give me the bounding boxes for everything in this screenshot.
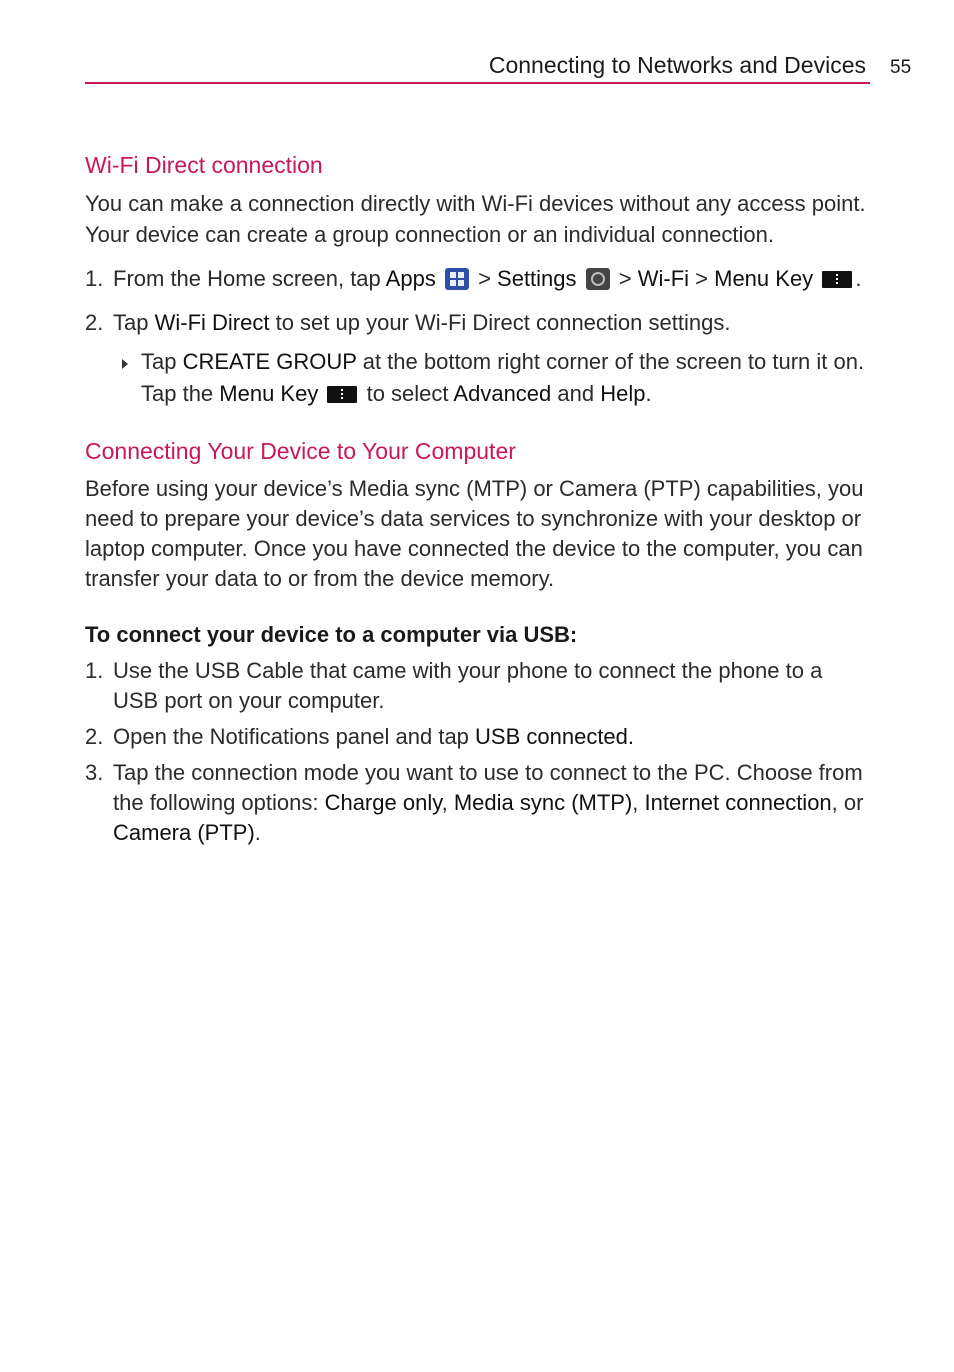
page-number: 55 — [890, 57, 912, 78]
header-title: Connecting to Networks and Devices — [488, 52, 866, 78]
wifi-step-1: 1. From the Home screen, tap Apps > Settings > Wi-Fi > Menu Key . — [85, 266, 862, 291]
usb-step-3: 3. Tap the connection mode you want to use to connect to the PC. Choose from the following options: Charge only, Media sync (MTP), Internet connection, or Camera (PTP). — [85, 760, 864, 845]
usb-step-2: 2. Open the Notifications panel and tap USB connected. — [85, 724, 635, 749]
page-content — [85, 148, 870, 854]
bullet-triangle-icon — [122, 359, 128, 369]
wifi-direct-intro: You can make a connection directly with Wi-Fi devices without any access point. Your device can create a group connection or an individual connection. — [85, 191, 866, 247]
computer-heading: Connecting Your Device to Your Computer — [85, 438, 516, 464]
wifi-direct-heading: Wi-Fi Direct connection — [85, 152, 323, 178]
usb-step-1: 1. Use the USB Cable that came with your phone to connect the phone to a USB port on your computer. — [85, 658, 823, 713]
menu-key-icon — [327, 386, 357, 403]
wifi-substep: Tap CREATE GROUP at the bottom right corner of the screen to turn it on. Tap the Menu Key to select Advanced and Help. — [85, 346, 870, 410]
apps-grid-icon — [445, 268, 469, 290]
settings-gear-icon — [586, 268, 610, 290]
menu-key-icon — [822, 271, 852, 288]
usb-heading: To connect your device to a computer via USB: — [85, 622, 578, 647]
page-header — [85, 50, 870, 84]
usb-steps — [85, 656, 870, 848]
wifi-steps — [85, 264, 870, 338]
wifi-step-2: 2. Tap Wi-Fi Direct to set up your Wi-Fi Direct connection settings. — [85, 310, 731, 335]
computer-intro: Before using your device’s Media sync (MTP) or Camera (PTP) capabilities, you need to prepare your device’s data services to synchronize with your desktop or laptop computer. Once you have connected the device to the computer, you can transfer your data to or from the device memory. — [85, 476, 864, 591]
